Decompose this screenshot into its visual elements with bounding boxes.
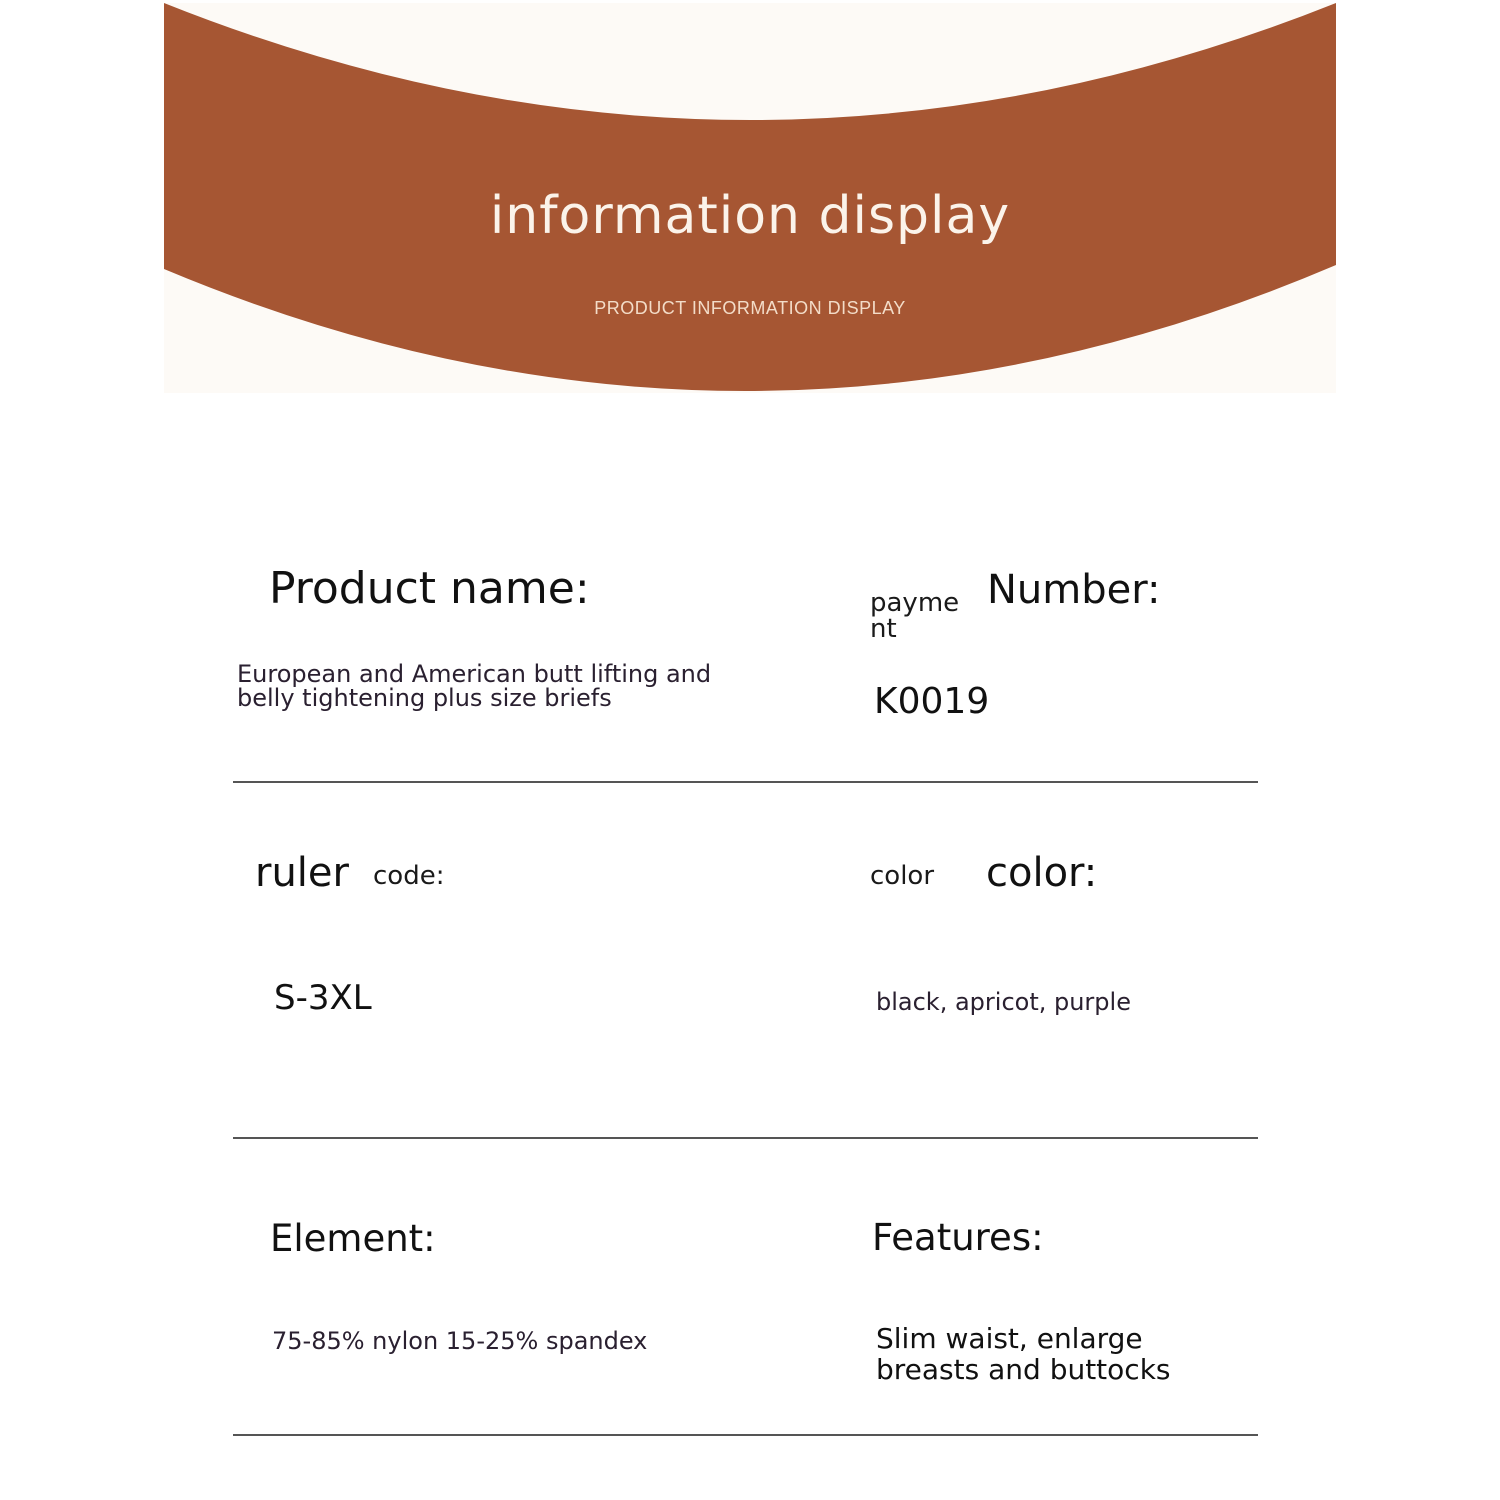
page-subtitle: PRODUCT INFORMATION DISPLAY xyxy=(594,298,906,318)
divider-3 xyxy=(233,1434,1258,1436)
color-prefix: color xyxy=(870,861,935,891)
element-label: Element: xyxy=(270,1217,436,1260)
features-value: Slim waist, enlarge breasts and buttocks xyxy=(876,1322,1171,1386)
number-prefix-line1: payme xyxy=(870,588,960,618)
size-label-suffix: code: xyxy=(373,861,445,891)
features-label: Features: xyxy=(872,1216,1044,1259)
element-value: 75-85% nylon 15-25% spandex xyxy=(272,1327,648,1355)
color-value: black, apricot, purple xyxy=(876,988,1131,1016)
size-label: ruler xyxy=(255,850,349,896)
color-label: color: xyxy=(986,850,1098,896)
divider-1 xyxy=(233,781,1258,783)
divider-2 xyxy=(233,1137,1258,1139)
size-value: S-3XL xyxy=(274,978,372,1018)
number-prefix-line2: nt xyxy=(870,614,897,644)
number-label: Number: xyxy=(987,567,1161,613)
product-name-label: Product name: xyxy=(269,563,590,614)
number-value: K0019 xyxy=(874,681,990,722)
product-name-value: European and American butt lifting and belly tightening plus size briefs xyxy=(237,660,712,712)
page-title: information display xyxy=(489,186,1011,246)
